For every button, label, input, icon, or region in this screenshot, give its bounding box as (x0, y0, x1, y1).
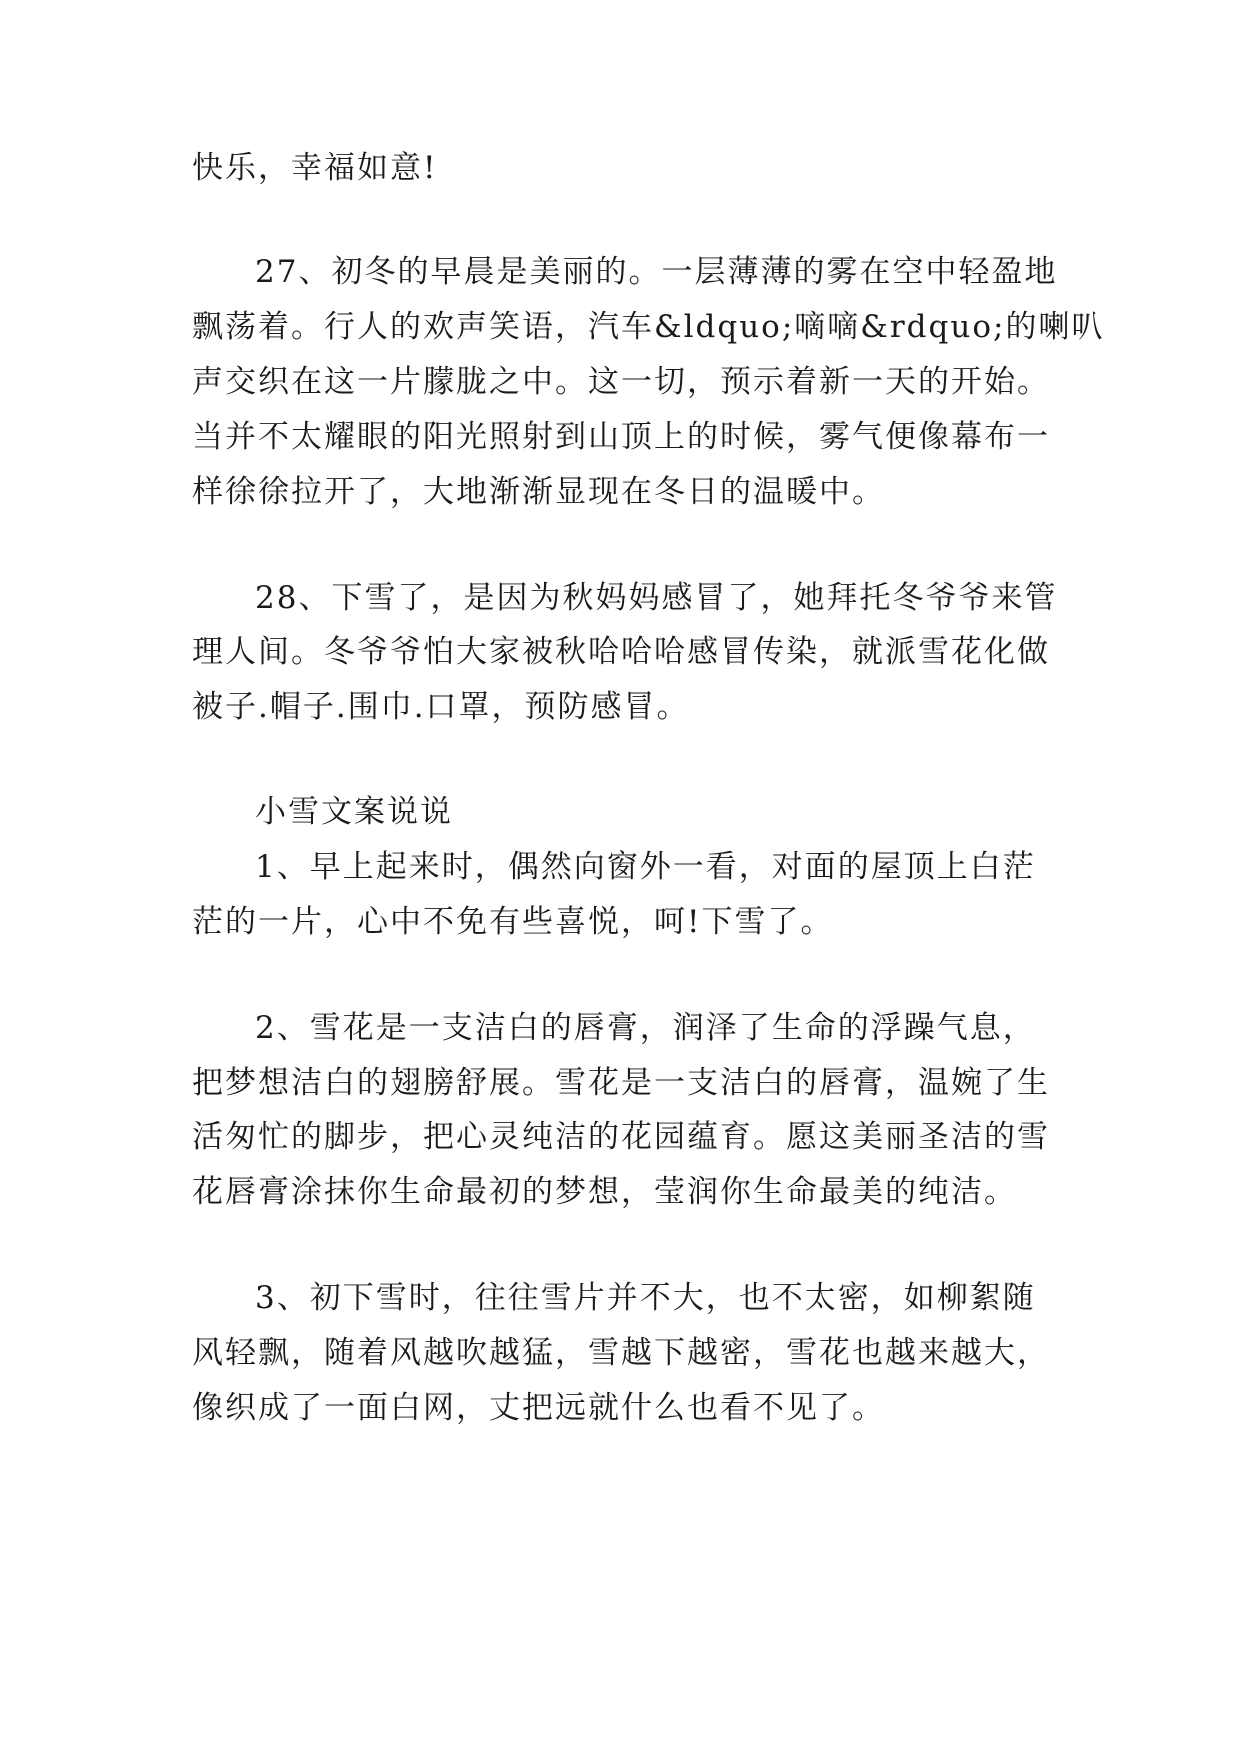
text-line: 快乐，幸福如意! (192, 150, 438, 186)
text-line: 当并不太耀眼的阳光照射到山顶上的时候，雾气便像幕布一 (192, 419, 1050, 455)
text-line: 飘荡着。行人的欢声笑语，汽车&ldquo;嘀嘀&rdquo;的喇叭 (192, 309, 1105, 345)
text-line: 2、雪花是一支洁白的唇膏，润泽了生命的浮躁气息， (255, 1010, 1036, 1046)
section-heading: 小雪文案说说 (255, 794, 453, 830)
text-line: 像织成了一面白网，丈把远就什么也看不见了。 (192, 1390, 885, 1426)
text-line: 28、下雪了，是因为秋妈妈感冒了，她拜托冬爷爷来管 (255, 580, 1058, 616)
text-line: 声交织在这一片朦胧之中。这一切，预示着新一天的开始。 (192, 364, 1050, 400)
text-line: 把梦想洁白的翅膀舒展。雪花是一支洁白的唇膏，温婉了生 (192, 1065, 1050, 1101)
text-line: 1、早上起来时，偶然向窗外一看，对面的屋顶上白茫 (255, 849, 1036, 885)
text-line: 理人间。冬爷爷怕大家被秋哈哈哈感冒传染，就派雪花化做 (192, 634, 1050, 670)
text-line: 活匆忙的脚步，把心灵纯洁的花园蕴育。愿这美丽圣洁的雪 (192, 1119, 1050, 1155)
text-line: 茫的一片，心中不免有些喜悦，呵!下雪了。 (192, 904, 834, 940)
text-line: 风轻飘，随着风越吹越猛，雪越下越密，雪花也越来越大， (192, 1335, 1050, 1371)
text-line: 被子.帽子.围巾.口罩，预防感冒。 (192, 689, 690, 725)
text-line: 3、初下雪时，往往雪片并不大，也不太密，如柳絮随 (255, 1280, 1036, 1316)
text-line: 样徐徐拉开了，大地渐渐显现在冬日的温暖中。 (192, 474, 885, 510)
text-line: 花唇膏涂抹你生命最初的梦想，莹润你生命最美的纯洁。 (192, 1174, 1017, 1210)
text-line: 27、初冬的早晨是美丽的。一层薄薄的雾在空中轻盈地 (255, 254, 1058, 290)
